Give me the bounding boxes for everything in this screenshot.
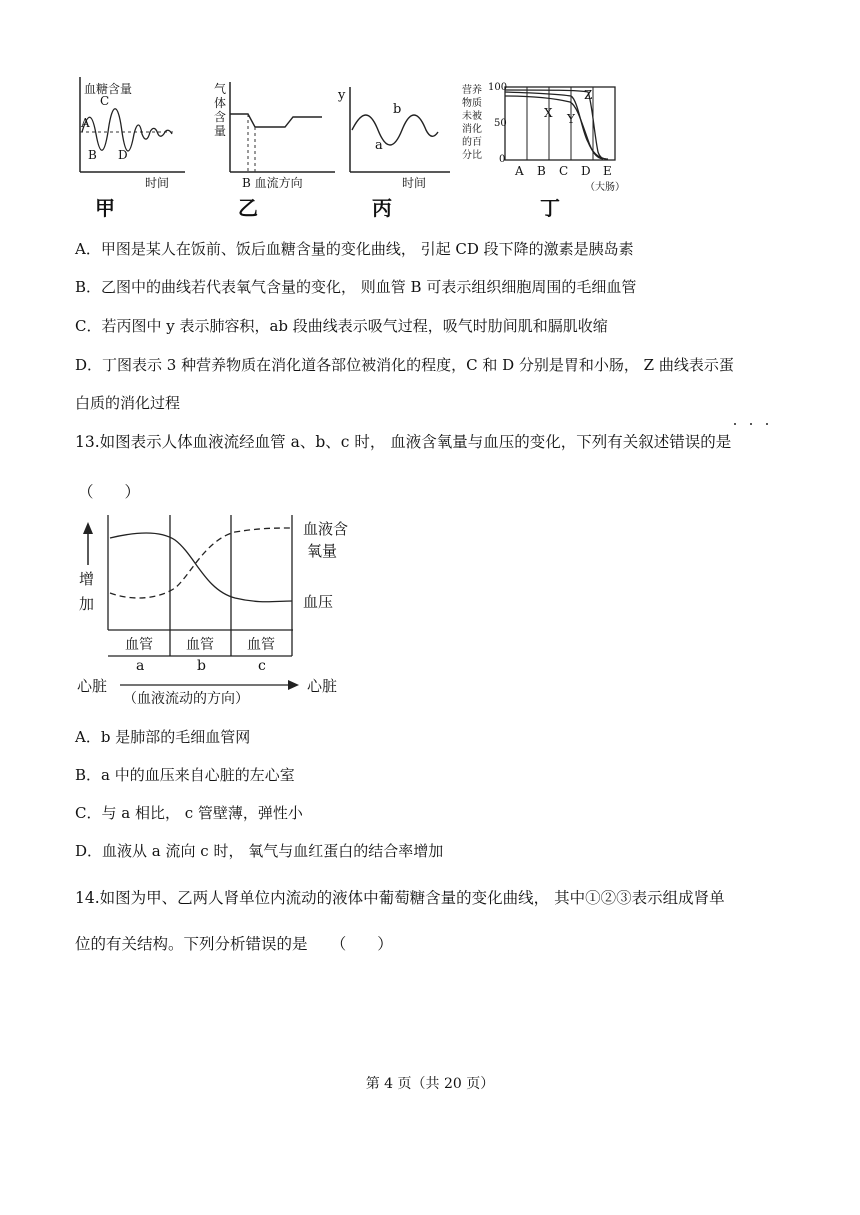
ding-note: （大肠） (585, 182, 625, 193)
jia-point-d: D (118, 148, 128, 162)
emphasis-dot (750, 423, 752, 425)
ding-curve-y: Y (567, 112, 575, 126)
jia-point-c: C (100, 94, 110, 108)
bing-point-a: a (375, 138, 383, 153)
jia-point-b: B (88, 148, 97, 162)
yi-ylabel: 气体含量 (214, 82, 227, 138)
q13-option-b: B．a 中的血压来自心脏的左心室 (75, 766, 295, 784)
yi-xlabel: B 血流方向 (242, 176, 303, 190)
q12-option-a: A．甲图是某人在饭前、饭后血糖含量的变化曲线， 引起 CD 段下降的激素是胰岛素 (75, 240, 634, 258)
ding-cat-d: D (581, 164, 591, 178)
bing-ylabel: y (338, 88, 346, 103)
q13-direction: （血液流动的方向） (123, 691, 249, 707)
q13-yaxis-top: 增 (79, 570, 95, 588)
ding-tick-50: 50 (494, 118, 507, 129)
bing-caption: 丙 (372, 196, 392, 220)
ding-cat-a: A (515, 164, 524, 178)
jia-caption: 甲 (95, 196, 115, 220)
yi-caption: 乙 (238, 196, 258, 220)
ding-tick-0: 0 (499, 154, 506, 165)
ding-curve-x: X (544, 106, 553, 120)
q13-figure (75, 510, 375, 705)
ding-curve-z: Z (584, 88, 593, 102)
q12-option-b: B．乙图中的曲线若代表氧气含量的变化， 则血管 B 可表示组织细胞周围的毛细血管 (75, 278, 637, 296)
q13-vessel-b: b (197, 658, 206, 674)
ding-cat-c: C (559, 164, 569, 178)
jia-xlabel: 时间 (145, 176, 170, 190)
q12-option-d-cont: 白质的消化过程 (75, 394, 181, 412)
q14-stem-line2: 位的有关结构。下列分析错误的是 （ ） (75, 935, 393, 953)
q13-oxygen-label-1: 血液含 (303, 520, 349, 538)
q12-option-d: D．丁图表示 3 种营养物质在消化道各部位被消化的程度，C 和 D 分别是胃和小肠， Z 曲线表示蛋 (75, 356, 734, 374)
emphasis-dot (734, 423, 736, 425)
q13-oxygen-label-2: 氧量 (307, 542, 338, 560)
jia-ylabel-text: 血糖含量 (84, 82, 133, 96)
page-footer: 第 4 页（共 20 页） (365, 1076, 495, 1092)
ding-cat-b: B (537, 164, 546, 178)
ding-caption: 丁 (540, 196, 560, 220)
q12-option-c: C．若丙图中 y 表示肺容积，ab 段曲线表示吸气过程，吸气时肋间肌和膈肌收缩 (75, 317, 608, 335)
q13-option-a: A．b 是肺部的毛细血管网 (75, 728, 251, 746)
top-figures (70, 72, 635, 220)
q13-heart-left: 心脏 (77, 677, 108, 695)
q13-stem: 13.如图表示人体血液流经血管 a、b、c 时， 血液含氧量与血压的变化，下列有关叙述错误的是 (75, 433, 732, 451)
emphasis-dot (766, 423, 768, 425)
q13-option-d: D．血液从 a 流向 c 时， 氧气与血红蛋白的结合率增加 (75, 842, 444, 860)
bing-xlabel: 时间 (402, 176, 427, 190)
q13-vessel-c: c (258, 658, 266, 674)
jia-point-a: A (81, 116, 90, 130)
q13-option-c: C．与 a 相比， c 管壁薄，弹性小 (75, 804, 303, 822)
q14-stem-line1: 14.如图为甲、乙两人肾单位内流动的液体中葡萄糖含量的变化曲线， 其中①②③表示组成肾单 (75, 889, 725, 907)
q13-vessel-label-b: 血管 (186, 637, 214, 653)
ding-ylabel: 营养物质未被消化的百分比 (462, 85, 482, 161)
figure-bing (340, 72, 460, 197)
q13-heart-right: 心脏 (307, 677, 338, 695)
q13-vessel-label-a: 血管 (125, 637, 153, 653)
q13-yaxis-bottom: 加 (79, 595, 95, 613)
q13-vessel-label-c: 血管 (247, 637, 275, 653)
bing-point-b: b (393, 102, 402, 117)
ding-tick-100: 100 (488, 82, 508, 93)
q13-bracket: （ ） (78, 483, 141, 501)
q13-pressure-label: 血压 (303, 593, 334, 611)
ding-cat-e: E (603, 164, 612, 178)
q13-vessel-a: a (136, 658, 145, 674)
